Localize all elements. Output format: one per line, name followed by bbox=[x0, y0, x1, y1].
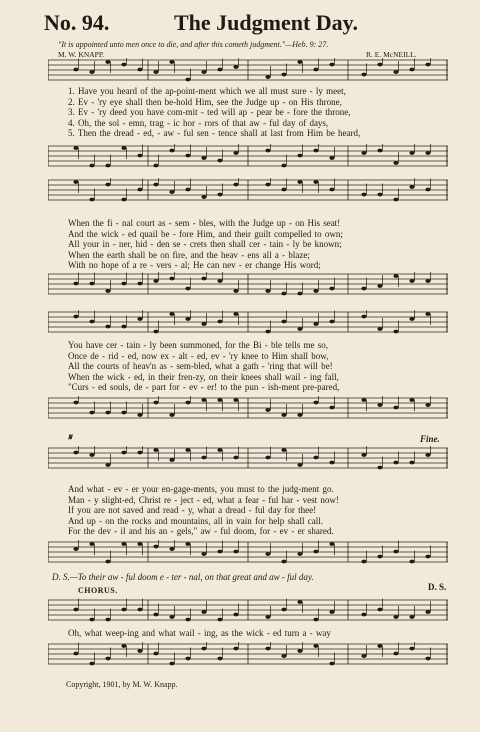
note-head bbox=[297, 552, 302, 556]
note-head bbox=[233, 183, 238, 187]
ds-marker: D. S. bbox=[428, 582, 447, 592]
note-head bbox=[185, 542, 190, 546]
note-head bbox=[233, 398, 238, 402]
note-head bbox=[425, 453, 430, 457]
lyric-line: Oh, what weep-ing and what wail - ing, as the wick - ed turn a - way bbox=[68, 628, 331, 638]
lyric-line: Man - y slight-ed, Christ re - ject - ed, what a fear - ful har - vest now! bbox=[68, 494, 339, 505]
note-head bbox=[105, 657, 110, 661]
note-head bbox=[425, 610, 430, 614]
lyric-line: All the courts of heav'n as - sem-bled, what a gath - 'ring that will be! bbox=[68, 361, 333, 372]
note-head bbox=[217, 320, 222, 324]
note-head bbox=[409, 560, 414, 564]
note-head bbox=[313, 644, 318, 648]
note-head bbox=[265, 75, 270, 79]
note-head bbox=[89, 542, 94, 546]
note-head bbox=[329, 320, 334, 324]
note-head bbox=[137, 451, 142, 455]
note-head bbox=[425, 555, 430, 559]
note-head bbox=[217, 448, 222, 452]
note-head bbox=[121, 644, 126, 648]
note-head bbox=[105, 560, 110, 564]
note-head bbox=[73, 282, 78, 286]
note-head bbox=[169, 615, 174, 619]
note-head bbox=[425, 312, 430, 316]
note-head bbox=[297, 154, 302, 158]
note-head bbox=[185, 657, 190, 661]
note-head bbox=[185, 317, 190, 321]
note-head bbox=[201, 70, 206, 74]
verse-lyrics-block bbox=[68, 340, 458, 393]
note-head bbox=[105, 289, 110, 293]
note-head bbox=[121, 451, 126, 455]
bass-staff bbox=[48, 272, 448, 296]
note-head bbox=[153, 164, 158, 168]
note-head bbox=[153, 545, 158, 549]
note-head bbox=[121, 63, 126, 67]
note-head bbox=[329, 610, 334, 614]
note-head bbox=[217, 68, 222, 72]
note-head bbox=[169, 547, 174, 551]
note-head bbox=[233, 647, 238, 651]
treble-staff bbox=[48, 598, 448, 622]
note-head bbox=[73, 608, 78, 612]
note-head bbox=[281, 560, 286, 564]
note-head bbox=[73, 315, 78, 319]
staff-lines bbox=[48, 310, 448, 334]
note-head bbox=[297, 413, 302, 417]
note-head bbox=[265, 408, 270, 412]
note-head bbox=[185, 401, 190, 405]
note-head bbox=[281, 292, 286, 296]
note-head bbox=[281, 73, 286, 77]
note-head bbox=[281, 320, 286, 324]
staff-lines bbox=[48, 396, 448, 420]
note-head bbox=[361, 398, 366, 402]
note-head bbox=[217, 550, 222, 554]
note-head bbox=[425, 279, 430, 283]
note-head bbox=[121, 542, 126, 546]
note-head bbox=[217, 618, 222, 622]
note-head bbox=[153, 613, 158, 617]
note-head bbox=[361, 287, 366, 291]
note-head bbox=[73, 652, 78, 656]
note-head bbox=[329, 662, 334, 666]
note-head bbox=[89, 320, 94, 324]
note-head bbox=[153, 401, 158, 405]
note-head bbox=[73, 547, 78, 551]
note-head bbox=[265, 149, 270, 153]
note-head bbox=[73, 180, 78, 184]
note-head bbox=[393, 330, 398, 334]
lyric-line: With no hope of a re - vers - al; He can nev - er change His word; bbox=[68, 260, 321, 271]
note-head bbox=[329, 188, 334, 192]
hymn-title: The Judgment Day. bbox=[174, 10, 358, 35]
note-head bbox=[89, 411, 94, 415]
note-head bbox=[361, 315, 366, 319]
note-head bbox=[425, 63, 430, 67]
note-head bbox=[137, 154, 142, 158]
note-head bbox=[425, 657, 430, 661]
lyric-line: 2. Ev - 'ry eye shall then be-hold Him, see the Judge up - on His throne, bbox=[68, 96, 342, 107]
note-head bbox=[217, 279, 222, 283]
note-head bbox=[393, 652, 398, 656]
note-head bbox=[169, 413, 174, 417]
note-head bbox=[185, 448, 190, 452]
lyric-line: For the dev - il and his an - gels," aw - ful doom, for - ev - er shared. bbox=[68, 526, 334, 537]
note-head bbox=[201, 647, 206, 651]
note-head bbox=[185, 154, 190, 158]
note-head bbox=[313, 289, 318, 293]
note-head bbox=[361, 193, 366, 197]
note-head bbox=[105, 164, 110, 168]
note-head bbox=[73, 146, 78, 150]
note-head bbox=[153, 70, 158, 74]
note-head bbox=[137, 608, 142, 612]
chorus-label: CHORUS. bbox=[78, 586, 118, 595]
note-head bbox=[265, 647, 270, 651]
note-head bbox=[393, 161, 398, 165]
note-head bbox=[377, 284, 382, 288]
note-head bbox=[185, 618, 190, 622]
scripture-epigraph: "It is appointed unto men once to die, and after this cometh judgment."—Heb. 9: 27. bbox=[58, 40, 329, 49]
note-head bbox=[265, 552, 270, 556]
note-head bbox=[393, 461, 398, 465]
note-head bbox=[185, 188, 190, 192]
treble-staff bbox=[48, 310, 448, 334]
note-head bbox=[393, 198, 398, 202]
note-head bbox=[137, 649, 142, 653]
fine-marker: Fine. bbox=[420, 434, 440, 444]
note-head bbox=[265, 183, 270, 187]
note-head bbox=[233, 151, 238, 155]
note-head bbox=[201, 156, 206, 160]
staff-lines bbox=[48, 58, 448, 82]
note-head bbox=[377, 403, 382, 407]
lyricist-credit: M. W. KNAPP. bbox=[58, 50, 105, 59]
note-head bbox=[201, 552, 206, 556]
treble-staff bbox=[48, 58, 448, 82]
bass-staff bbox=[48, 540, 448, 564]
note-head bbox=[361, 613, 366, 617]
note-head bbox=[73, 401, 78, 405]
copyright-notice: Copyright, 1901, by M. W. Knapp. bbox=[66, 680, 178, 689]
note-head bbox=[409, 615, 414, 619]
verse-lyrics-block bbox=[68, 484, 458, 537]
note-head bbox=[297, 649, 302, 653]
note-head bbox=[105, 60, 110, 64]
note-head bbox=[377, 466, 382, 470]
note-head bbox=[217, 193, 222, 197]
verse-lyrics-block bbox=[68, 86, 458, 139]
note-head bbox=[89, 282, 94, 286]
note-head bbox=[105, 618, 110, 622]
note-head bbox=[361, 654, 366, 658]
note-head bbox=[329, 287, 334, 291]
lyric-line: 1. Have you heard of the ap-point-ment which we all must sure - ly meet, bbox=[68, 86, 346, 96]
note-head bbox=[425, 403, 430, 407]
note-head bbox=[409, 68, 414, 72]
lyric-line: Once de - rid - ed, now ex - alt - ed, ev - 'ry knee to Him shall bow, bbox=[68, 350, 329, 361]
note-head bbox=[201, 398, 206, 402]
bass-staff bbox=[48, 144, 448, 168]
chorus-lyrics-block bbox=[68, 628, 458, 639]
note-head bbox=[313, 456, 318, 460]
lyric-line: And the wick - ed quail be - fore Him, and their guilt compelled to own; bbox=[68, 228, 343, 239]
note-head bbox=[409, 647, 414, 651]
note-head bbox=[105, 325, 110, 329]
lyric-line: 3. Ev - 'ry deed you have com-mit - ted will ap - pear be - fore the throne, bbox=[68, 107, 351, 118]
note-head bbox=[89, 662, 94, 666]
lyric-line: If you are not saved and read - y, what a dread - ful day for thee! bbox=[68, 505, 317, 516]
staff-lines bbox=[48, 144, 448, 168]
note-head bbox=[137, 68, 142, 72]
note-head bbox=[217, 159, 222, 163]
note-head bbox=[281, 188, 286, 192]
note-head bbox=[169, 312, 174, 316]
note-head bbox=[297, 292, 302, 296]
lyric-line: "Curs - ed souls, de - part for - ev - er! to the pun - ish-ment pre-pared, bbox=[68, 382, 340, 393]
note-head bbox=[425, 188, 430, 192]
note-head bbox=[297, 600, 302, 604]
bass-staff bbox=[48, 642, 448, 666]
note-head bbox=[281, 608, 286, 612]
note-head bbox=[217, 398, 222, 402]
lyric-line: When the earth shall be on fire, and the heav - ens all a - blaze; bbox=[68, 249, 310, 260]
note-head bbox=[313, 618, 318, 622]
note-head bbox=[313, 550, 318, 554]
lyric-line: And what - ev - er your en-gage-ments, you must to the judg-ment go. bbox=[68, 484, 334, 494]
staff-lines bbox=[48, 272, 448, 296]
note-head bbox=[361, 453, 366, 457]
staff-lines bbox=[48, 642, 448, 666]
note-head bbox=[201, 456, 206, 460]
lyric-line: You have cer - tain - ly been summoned, for the Bi - ble tells me so, bbox=[68, 340, 329, 350]
note-head bbox=[297, 180, 302, 184]
note-head bbox=[297, 463, 302, 467]
note-head bbox=[377, 555, 382, 559]
note-head bbox=[361, 560, 366, 564]
note-head bbox=[409, 398, 414, 402]
note-head bbox=[105, 411, 110, 415]
staff-lines bbox=[48, 446, 448, 470]
note-head bbox=[393, 550, 398, 554]
note-head bbox=[169, 662, 174, 666]
note-head bbox=[185, 78, 190, 82]
note-head bbox=[281, 164, 286, 168]
segno-sign: 𝄋 bbox=[68, 432, 72, 442]
note-head bbox=[377, 63, 382, 67]
note-head bbox=[105, 463, 110, 467]
treble-staff bbox=[48, 446, 448, 470]
note-head bbox=[153, 183, 158, 187]
note-head bbox=[137, 413, 142, 417]
note-head bbox=[201, 610, 206, 614]
note-head bbox=[329, 461, 334, 465]
ds-instruction-line: D. S.—To their aw - ful doom e - ter - nal, on that great and aw - ful day. bbox=[52, 572, 314, 582]
note-head bbox=[121, 282, 126, 286]
note-head bbox=[169, 458, 174, 462]
note-head bbox=[313, 401, 318, 405]
note-head bbox=[329, 156, 334, 160]
note-head bbox=[377, 608, 382, 612]
note-head bbox=[265, 615, 270, 619]
note-head bbox=[89, 164, 94, 168]
note-head bbox=[121, 146, 126, 150]
note-head bbox=[153, 330, 158, 334]
note-head bbox=[329, 63, 334, 67]
note-head bbox=[169, 149, 174, 153]
note-head bbox=[89, 70, 94, 74]
note-head bbox=[153, 652, 158, 656]
note-head bbox=[409, 317, 414, 321]
note-head bbox=[313, 68, 318, 72]
bass-staff bbox=[48, 396, 448, 420]
lyric-line: 5. Then the dread - ed, - aw - ful sen - tence shall at last from Him be heard, bbox=[68, 128, 361, 139]
note-head bbox=[169, 190, 174, 194]
note-head bbox=[393, 70, 398, 74]
note-head bbox=[281, 654, 286, 658]
hymn-number: No. 94. bbox=[44, 10, 110, 35]
staff-lines bbox=[48, 178, 448, 202]
note-head bbox=[377, 644, 382, 648]
note-head bbox=[185, 287, 190, 291]
note-head bbox=[313, 322, 318, 326]
note-head bbox=[121, 198, 126, 202]
composer-credit: R. E. McNEILL. bbox=[366, 50, 417, 59]
note-head bbox=[137, 282, 142, 286]
note-head bbox=[73, 451, 78, 455]
note-head bbox=[121, 608, 126, 612]
note-head bbox=[409, 151, 414, 155]
note-head bbox=[393, 406, 398, 410]
note-head bbox=[297, 327, 302, 331]
lyric-line: When the wick - ed, in their fren-zy, on their knees shall wail - ing fall, bbox=[68, 371, 339, 382]
note-head bbox=[297, 60, 302, 64]
note-head bbox=[425, 151, 430, 155]
note-head bbox=[89, 618, 94, 622]
lyric-line: All your in - ner, hid - den se - crets then shall cer - tain - ly be known; bbox=[68, 239, 342, 250]
note-head bbox=[281, 448, 286, 452]
note-head bbox=[265, 456, 270, 460]
note-head bbox=[393, 274, 398, 278]
note-head bbox=[121, 411, 126, 415]
note-head bbox=[393, 615, 398, 619]
note-head bbox=[377, 327, 382, 331]
note-head bbox=[361, 73, 366, 77]
note-head bbox=[409, 185, 414, 189]
staff-lines bbox=[48, 598, 448, 622]
note-head bbox=[201, 195, 206, 199]
note-head bbox=[265, 289, 270, 293]
note-head bbox=[377, 149, 382, 153]
lyric-line: 4. Oh, the sol - emn, trag - ic hor - rors of that aw - ful day of days, bbox=[68, 117, 329, 128]
note-head bbox=[233, 65, 238, 69]
note-head bbox=[105, 183, 110, 187]
note-head bbox=[137, 542, 142, 546]
lyric-line: When the fi - nal court as - sem - bles, with the Judge up - on His seat! bbox=[68, 218, 341, 228]
note-head bbox=[137, 317, 142, 321]
note-head bbox=[361, 151, 366, 155]
note-head bbox=[169, 277, 174, 281]
verse-lyrics-block bbox=[68, 218, 458, 271]
note-head bbox=[89, 198, 94, 202]
note-head bbox=[233, 456, 238, 460]
note-head bbox=[233, 289, 238, 293]
note-head bbox=[329, 406, 334, 410]
note-head bbox=[409, 461, 414, 465]
note-head bbox=[73, 68, 78, 72]
note-head bbox=[233, 613, 238, 617]
note-head bbox=[313, 149, 318, 153]
note-head bbox=[201, 277, 206, 281]
note-head bbox=[377, 193, 382, 197]
note-head bbox=[313, 180, 318, 184]
note-head bbox=[137, 188, 142, 192]
note-head bbox=[153, 448, 158, 452]
note-head bbox=[409, 279, 414, 283]
note-head bbox=[121, 325, 126, 329]
note-head bbox=[169, 60, 174, 64]
note-head bbox=[217, 657, 222, 661]
staff-lines bbox=[48, 540, 448, 564]
note-head bbox=[329, 542, 334, 546]
note-head bbox=[281, 413, 286, 417]
note-head bbox=[233, 312, 238, 316]
note-head bbox=[233, 550, 238, 554]
lyric-line: And up - on the rocks and mountains, all in vain for help shall call. bbox=[68, 515, 323, 526]
treble-staff bbox=[48, 178, 448, 202]
note-head bbox=[201, 322, 206, 326]
note-head bbox=[89, 453, 94, 457]
note-head bbox=[265, 330, 270, 334]
note-head bbox=[153, 279, 158, 283]
